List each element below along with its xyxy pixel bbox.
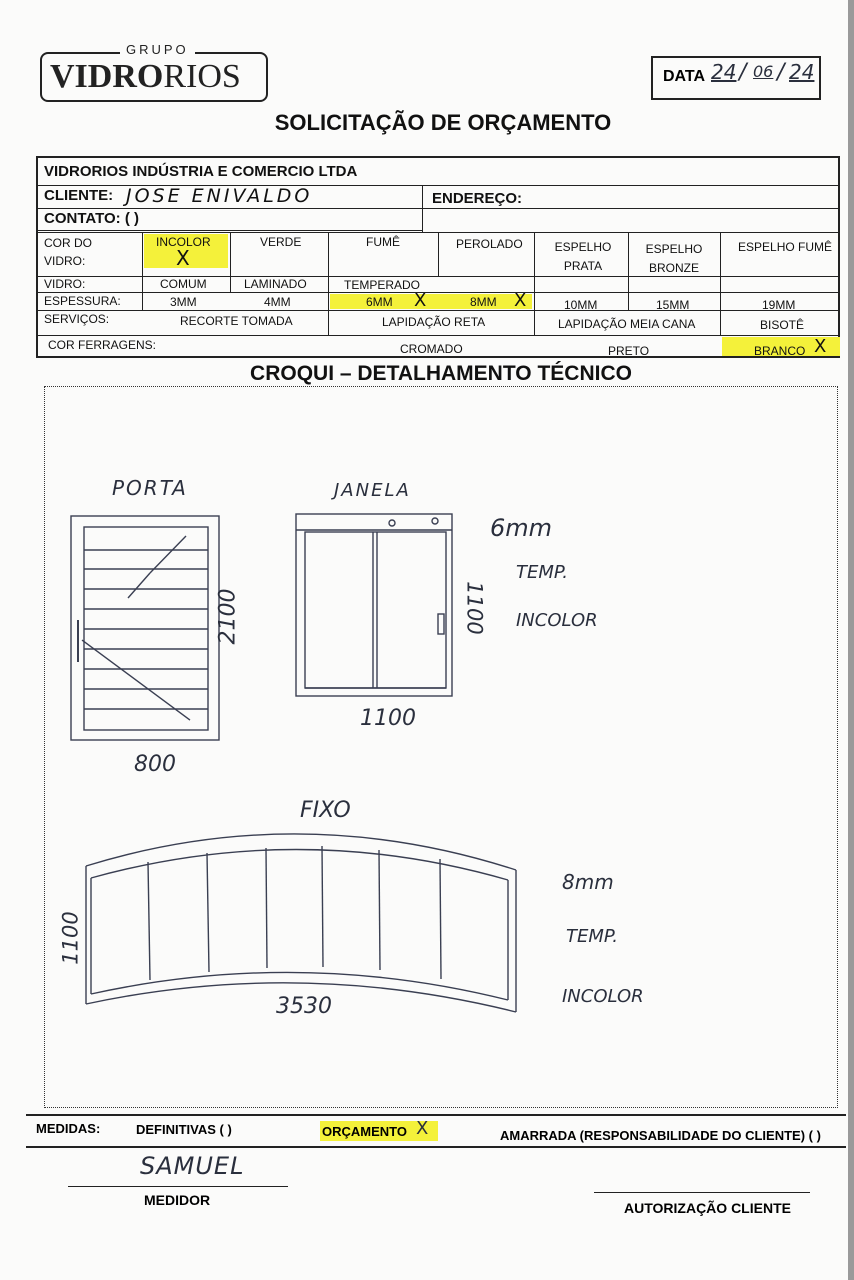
sketch-title: CROQUI – DETALHAMENTO TÉCNICO: [250, 362, 632, 385]
fixed-width: 3530: [276, 994, 332, 1019]
color-option-fume: FUMÊ: [366, 235, 400, 249]
fixed-note-temp: TEMP.: [566, 926, 618, 947]
date-label: DATA: [663, 68, 706, 85]
service-bisote: BISOTÊ: [760, 318, 805, 332]
address-label: ENDEREÇO:: [432, 190, 523, 207]
date-year: 24: [789, 60, 815, 84]
thickness-19mm: 19MM: [762, 298, 796, 312]
door-height: 2100: [215, 588, 241, 645]
color-option-espelho-prata: ESPELHO PRATA: [554, 240, 612, 273]
hardware-cromado: CROMADO: [400, 342, 463, 356]
window-height: 1100: [462, 581, 487, 635]
logo-brand-bold: VIDRO: [50, 58, 164, 95]
measures-definitive: DEFINITIVAS ( ): [136, 1122, 232, 1137]
hardware-preto: PRETO: [608, 344, 650, 358]
hardware-branco: BRANCO: [754, 344, 806, 358]
measures-quote-mark: X: [416, 1118, 429, 1139]
page-title: SOLICITAÇÃO DE ORÇAMENTO: [274, 110, 612, 135]
measures-row: [26, 1114, 846, 1148]
color-option-espelho-fume: ESPELHO FUMÊ: [738, 240, 833, 254]
door-width: 800: [134, 752, 176, 777]
color-option-incolor: INCOLOR: [156, 235, 211, 249]
thickness-10mm: 10MM: [564, 298, 598, 312]
thickness-label: ESPESSURA:: [44, 294, 121, 308]
thickness-8mm-mark: X: [514, 290, 527, 311]
service-lapidacao-meia-cana: LAPIDAÇÃO MEIA CANA: [558, 317, 696, 331]
fixed-label: FIXO: [300, 798, 351, 823]
glass-type-comum: COMUM: [160, 277, 207, 291]
date-day: 24: [711, 60, 737, 84]
thickness-15mm: 15MM: [656, 298, 690, 312]
measurer-signature: SAMUEL: [140, 1152, 245, 1180]
hardware-branco-mark: X: [814, 336, 827, 357]
window-drawing: [296, 514, 452, 696]
fixed-note-color: INCOLOR: [562, 986, 644, 1007]
door-label: PORTA: [112, 476, 188, 500]
logo-brand-light: RIOS: [163, 58, 241, 95]
window-note-temp: TEMP.: [516, 562, 568, 583]
contact-label: CONTATO: ( ): [44, 210, 139, 227]
thickness-6mm: 6MM: [366, 295, 393, 309]
services-label: SERVIÇOS:: [44, 312, 110, 326]
thickness-3mm: 3MM: [170, 295, 197, 309]
client-label: CLIENTE:: [44, 187, 114, 204]
hardware-color-label: COR FERRAGENS:: [48, 338, 157, 352]
thickness-6mm-mark: X: [414, 290, 427, 311]
fixed-panel-drawing: [86, 834, 516, 1012]
color-option-perolado: PEROLADO: [456, 237, 523, 251]
logo-group-text: GRUPO: [120, 42, 195, 57]
window-label: JANELA: [334, 480, 411, 501]
fixed-height: 1100: [58, 911, 83, 965]
measures-label: MEDIDAS:: [36, 1121, 101, 1136]
client-authorization-label: AUTORIZAÇÃO CLIENTE: [624, 1200, 791, 1216]
color-incolor-mark: X: [176, 246, 190, 270]
measures-tied: AMARRADA (RESPONSABILIDADE DO CLIENTE) ( ): [500, 1128, 821, 1143]
color-option-espelho-bronze: ESPELHO BRONZE: [645, 242, 703, 275]
client-value: JOSE ENIVALDO: [126, 185, 313, 207]
measures-quote: ORÇAMENTO: [322, 1124, 407, 1139]
service-lapidacao-reta: LAPIDAÇÃO RETA: [382, 315, 486, 329]
glass-color-label: COR DO VIDRO:: [44, 236, 92, 268]
thickness-4mm: 4MM: [264, 295, 291, 309]
date-box: DATA 24 / 06 / 24: [651, 56, 821, 100]
door-drawing: [71, 516, 219, 740]
window-note-thickness: 6mm: [490, 514, 553, 542]
window-width: 1100: [360, 706, 416, 731]
company-name: VIDRORIOS INDÚSTRIA E COMERCIO LTDA: [44, 163, 358, 180]
color-option-verde: VERDE: [260, 235, 302, 249]
thickness-8mm: 8MM: [470, 295, 497, 309]
fixed-note-thickness: 8mm: [562, 870, 614, 894]
date-month: 06: [753, 62, 774, 81]
service-recorte-tomada: RECORTE TOMADA: [180, 314, 293, 328]
glass-type-label: VIDRO:: [44, 277, 86, 291]
window-note-color: INCOLOR: [516, 610, 598, 631]
measurer-label: MEDIDOR: [144, 1192, 211, 1208]
glass-type-laminado: LAMINADO: [244, 277, 307, 291]
glass-type-temperado: TEMPERADO: [344, 278, 421, 292]
